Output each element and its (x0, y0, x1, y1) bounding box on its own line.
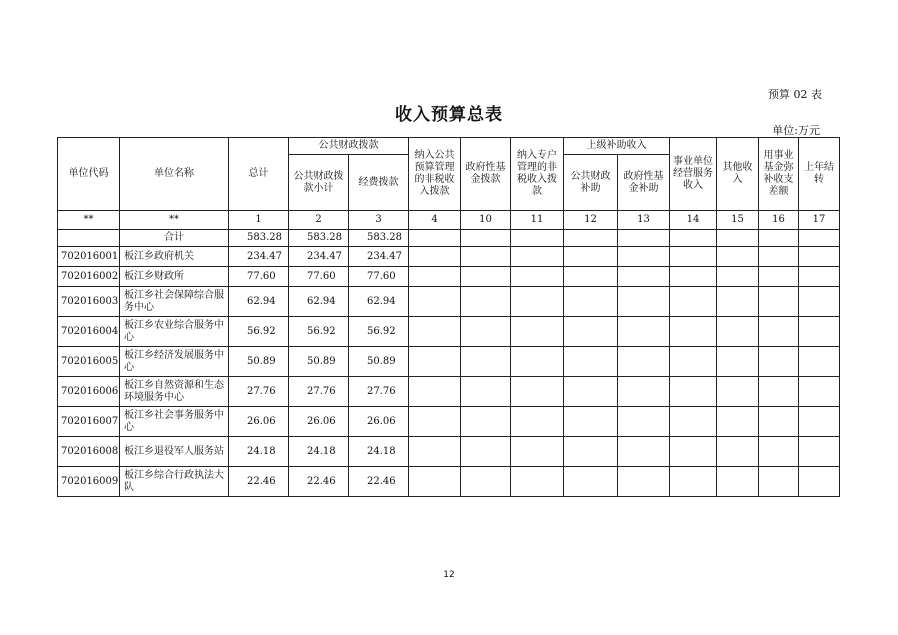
empty-cell (717, 347, 759, 377)
empty-cell (799, 437, 840, 467)
table-row (58, 377, 840, 407)
table-row (58, 467, 840, 497)
funding-cell: 26.06 (349, 407, 409, 437)
empty-cell (799, 467, 840, 497)
empty-cell (717, 437, 759, 467)
pf-subtotal-cell: 62.94 (289, 287, 349, 317)
empty-cell (511, 247, 564, 267)
page-number: 12 (443, 570, 455, 580)
empty-cell (564, 377, 618, 407)
unit-code-cell: 702016003 (58, 287, 120, 317)
empty-cell (717, 267, 759, 287)
unit-name-cell: 板江乡政府机关 (120, 247, 229, 267)
empty-cell (799, 287, 840, 317)
empty-cell (799, 377, 840, 407)
header-sub-public: 公共财政补助 (564, 155, 618, 211)
column-index-cell: 14 (670, 211, 717, 230)
empty-cell (618, 347, 670, 377)
column-index-cell: 16 (759, 211, 799, 230)
empty-cell (564, 437, 618, 467)
empty-cell (759, 407, 799, 437)
empty-cell (799, 230, 840, 247)
unit-label: 单位:万元 (772, 124, 820, 137)
empty-cell (461, 437, 511, 467)
total-cell: 50.89 (229, 347, 289, 377)
header-public-finance: 公共财政拨款 (289, 138, 409, 155)
unit-name-cell: 板江乡经济发展服务中心 (120, 347, 229, 377)
empty-cell (670, 467, 717, 497)
column-index-cell: ** (120, 211, 229, 230)
total-cell: 77.60 (229, 267, 289, 287)
empty-cell (511, 347, 564, 377)
header-unit-code: 单位代码 (58, 138, 120, 211)
empty-cell (511, 287, 564, 317)
unit-code-cell: 702016005 (58, 347, 120, 377)
header-gov-fund: 政府性基金拨款 (461, 138, 511, 211)
empty-cell (461, 287, 511, 317)
empty-cell (564, 467, 618, 497)
column-index-cell: 11 (511, 211, 564, 230)
empty-cell (564, 407, 618, 437)
header-last-year: 上年结转 (799, 138, 840, 211)
unit-code-cell: 702016007 (58, 407, 120, 437)
empty-cell (461, 347, 511, 377)
pf-subtotal-cell: 77.60 (289, 267, 349, 287)
empty-cell (670, 377, 717, 407)
total-cell: 583.28 (229, 230, 289, 247)
empty-cell (670, 317, 717, 347)
header-unit-name: 单位名称 (120, 138, 229, 211)
header-total: 总计 (229, 138, 289, 211)
header-nontax-special: 纳入专户管理的非税收入拨款 (511, 138, 564, 211)
empty-cell (618, 407, 670, 437)
header-superior-subsidy: 上级补助收入 (564, 138, 670, 155)
column-index-cell: 1 (229, 211, 289, 230)
empty-cell (409, 287, 461, 317)
header-business-income: 事业单位经营服务收入 (670, 138, 717, 211)
empty-cell (409, 437, 461, 467)
pf-subtotal-cell: 24.18 (289, 437, 349, 467)
empty-cell (799, 267, 840, 287)
empty-cell (511, 467, 564, 497)
unit-name-cell: 板江乡财政所 (120, 267, 229, 287)
unit-code-cell: 702016001 (58, 247, 120, 267)
unit-name-cell: 板江乡社会保障综合服务中心 (120, 287, 229, 317)
empty-cell (717, 287, 759, 317)
empty-cell (670, 287, 717, 317)
empty-cell (759, 437, 799, 467)
empty-cell (618, 230, 670, 247)
unit-name-cell: 合计 (120, 230, 229, 247)
empty-cell (511, 317, 564, 347)
funding-cell: 234.47 (349, 247, 409, 267)
header-sub-gov-fund: 政府性基金补助 (618, 155, 670, 211)
funding-cell: 62.94 (349, 287, 409, 317)
table-row (58, 407, 840, 437)
empty-cell (564, 230, 618, 247)
funding-cell: 24.18 (349, 437, 409, 467)
empty-cell (717, 317, 759, 347)
empty-cell (511, 267, 564, 287)
funding-cell: 77.60 (349, 267, 409, 287)
pf-subtotal-cell: 234.47 (289, 247, 349, 267)
empty-cell (511, 407, 564, 437)
empty-cell (717, 407, 759, 437)
unit-name-cell: 板江乡农业综合服务中心 (120, 317, 229, 347)
total-cell: 62.94 (229, 287, 289, 317)
empty-cell (618, 247, 670, 267)
empty-cell (461, 467, 511, 497)
empty-cell (564, 347, 618, 377)
empty-cell (717, 230, 759, 247)
empty-cell (618, 267, 670, 287)
total-cell: 56.92 (229, 317, 289, 347)
empty-cell (717, 247, 759, 267)
empty-cell (461, 317, 511, 347)
total-cell: 234.47 (229, 247, 289, 267)
pf-subtotal-cell: 56.92 (289, 317, 349, 347)
empty-cell (618, 377, 670, 407)
column-index-row (58, 211, 840, 230)
header-other-income: 其他收入 (717, 138, 759, 211)
pf-subtotal-cell: 50.89 (289, 347, 349, 377)
table-row (58, 317, 840, 347)
empty-cell (618, 467, 670, 497)
unit-code-cell (58, 230, 120, 247)
column-index-cell: 12 (564, 211, 618, 230)
empty-cell (461, 247, 511, 267)
empty-cell (461, 407, 511, 437)
empty-cell (511, 230, 564, 247)
unit-code-cell: 702016004 (58, 317, 120, 347)
empty-cell (799, 247, 840, 267)
empty-cell (409, 247, 461, 267)
empty-cell (670, 347, 717, 377)
empty-cell (670, 437, 717, 467)
empty-cell (511, 377, 564, 407)
pf-subtotal-cell: 27.76 (289, 377, 349, 407)
unit-code-cell: 702016009 (58, 467, 120, 497)
form-code: 预算 02 表 (768, 88, 822, 101)
empty-cell (461, 377, 511, 407)
unit-name-cell: 板江乡自然资源和生态环境服务中心 (120, 377, 229, 407)
unit-name-cell: 板江乡社会事务服务中心 (120, 407, 229, 437)
empty-cell (409, 347, 461, 377)
empty-cell (799, 407, 840, 437)
empty-cell (409, 317, 461, 347)
header-nontax-budget: 纳入公共预算管理的非税收入拨款 (409, 138, 461, 211)
unit-code-cell: 702016008 (58, 437, 120, 467)
empty-cell (564, 247, 618, 267)
empty-cell (670, 230, 717, 247)
header-pf-subtotal: 公共财政拨款小计 (289, 155, 349, 211)
empty-cell (618, 317, 670, 347)
empty-cell (409, 377, 461, 407)
unit-name-cell: 板江乡退役军人服务站 (120, 437, 229, 467)
empty-cell (717, 377, 759, 407)
empty-cell (564, 267, 618, 287)
empty-cell (759, 287, 799, 317)
empty-cell (618, 437, 670, 467)
empty-cell (799, 317, 840, 347)
empty-cell (759, 230, 799, 247)
empty-cell (409, 230, 461, 247)
empty-cell (759, 267, 799, 287)
empty-cell (799, 347, 840, 377)
total-cell: 26.06 (229, 407, 289, 437)
column-index-cell: 3 (349, 211, 409, 230)
empty-cell (670, 407, 717, 437)
page-title: 收入预算总表 (395, 105, 503, 125)
empty-cell (717, 467, 759, 497)
empty-cell (409, 267, 461, 287)
column-index-cell: ** (58, 211, 120, 230)
empty-cell (409, 467, 461, 497)
pf-subtotal-cell: 583.28 (289, 230, 349, 247)
empty-cell (564, 287, 618, 317)
empty-cell (670, 267, 717, 287)
table-row (58, 347, 840, 377)
empty-cell (618, 287, 670, 317)
pf-subtotal-cell: 22.46 (289, 467, 349, 497)
column-index-cell: 13 (618, 211, 670, 230)
column-index-cell: 10 (461, 211, 511, 230)
unit-code-cell: 702016006 (58, 377, 120, 407)
unit-name-cell: 板江乡综合行政执法大队 (120, 467, 229, 497)
empty-cell (409, 407, 461, 437)
funding-cell: 56.92 (349, 317, 409, 347)
total-row (58, 230, 840, 247)
table-row (58, 287, 840, 317)
funding-cell: 22.46 (349, 467, 409, 497)
empty-cell (759, 467, 799, 497)
column-index-cell: 4 (409, 211, 461, 230)
empty-cell (564, 317, 618, 347)
unit-code-cell: 702016002 (58, 267, 120, 287)
funding-cell: 27.76 (349, 377, 409, 407)
header-fund-balance: 用事业基金弥补收支差额 (759, 138, 799, 211)
empty-cell (670, 247, 717, 267)
table-row (58, 247, 840, 267)
column-index-cell: 2 (289, 211, 349, 230)
empty-cell (461, 230, 511, 247)
income-budget-table (57, 137, 840, 497)
table-row (58, 437, 840, 467)
table-row (58, 267, 840, 287)
total-cell: 24.18 (229, 437, 289, 467)
header-funding: 经费拨款 (349, 155, 409, 211)
empty-cell (759, 247, 799, 267)
column-index-cell: 15 (717, 211, 759, 230)
empty-cell (461, 267, 511, 287)
funding-cell: 583.28 (349, 230, 409, 247)
total-cell: 22.46 (229, 467, 289, 497)
empty-cell (511, 437, 564, 467)
column-index-cell: 17 (799, 211, 840, 230)
empty-cell (759, 317, 799, 347)
empty-cell (759, 377, 799, 407)
pf-subtotal-cell: 26.06 (289, 407, 349, 437)
empty-cell (759, 347, 799, 377)
total-cell: 27.76 (229, 377, 289, 407)
funding-cell: 50.89 (349, 347, 409, 377)
